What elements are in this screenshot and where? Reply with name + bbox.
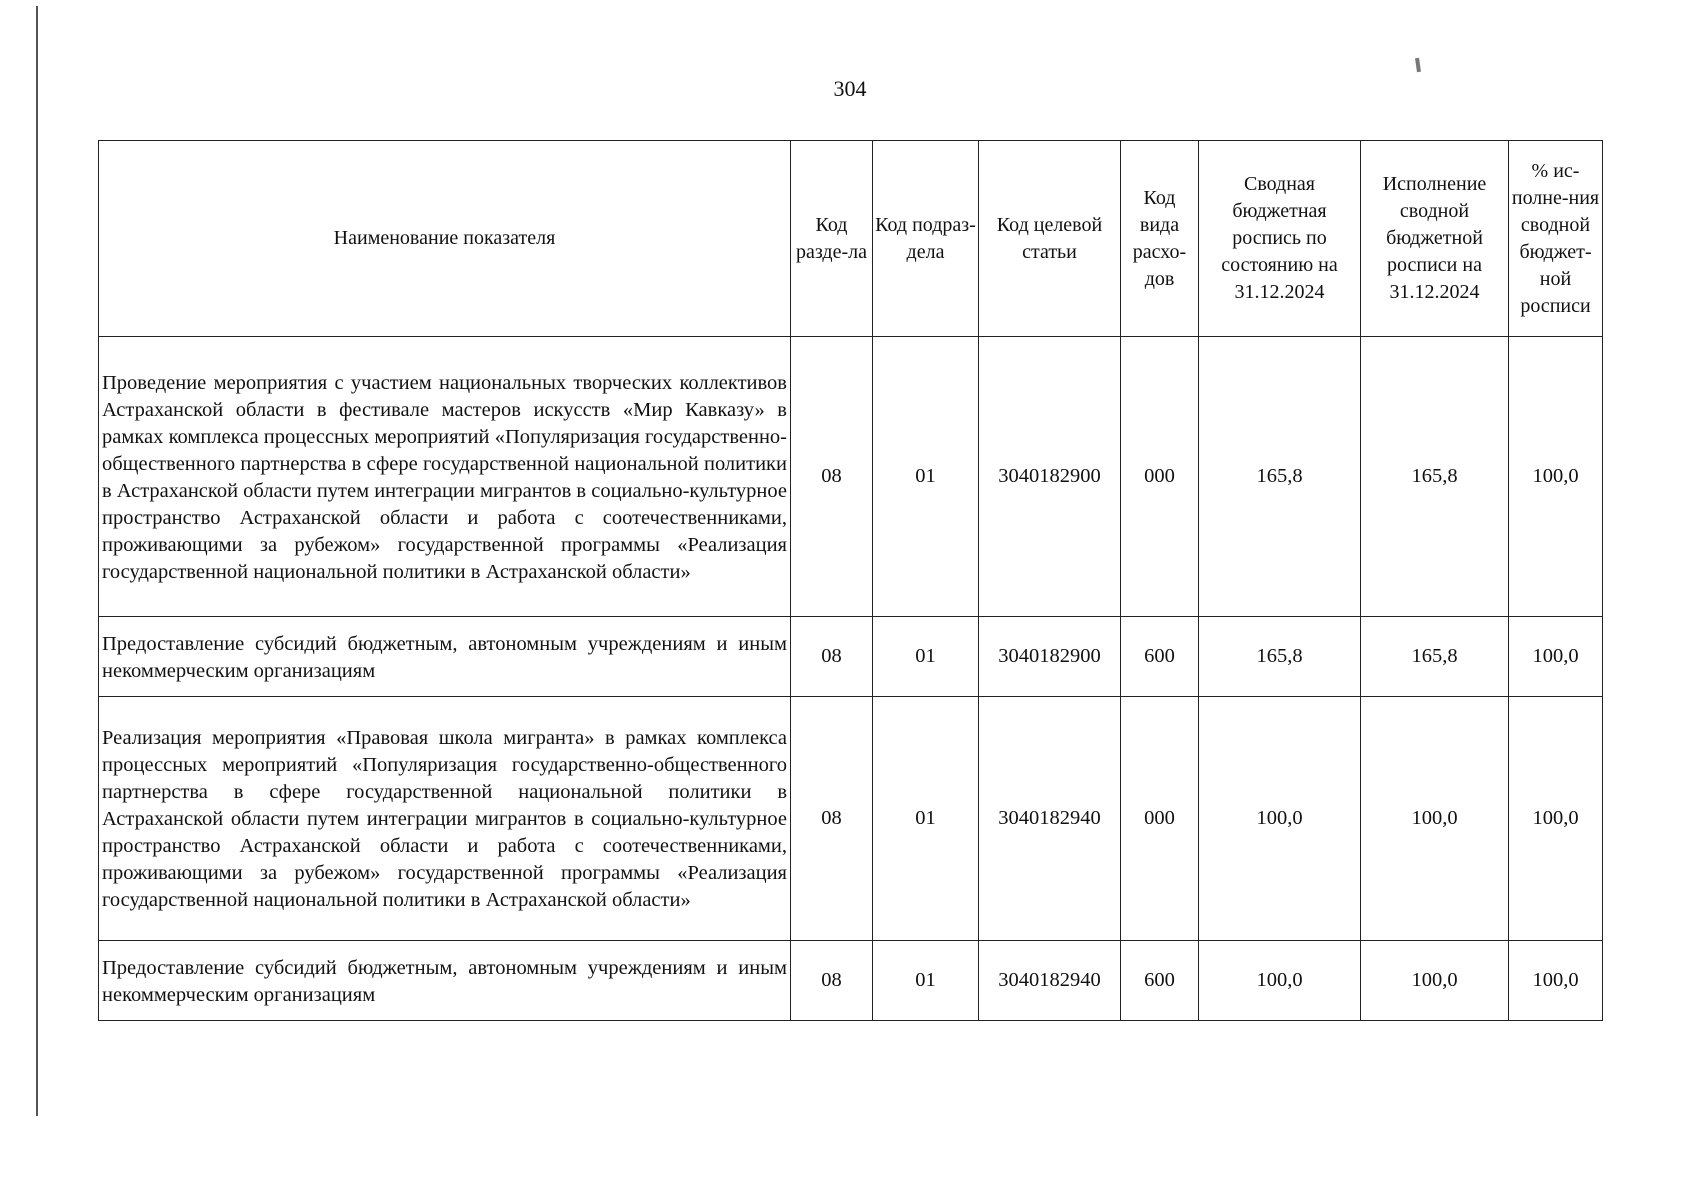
row-subsection-code: 01 [873, 337, 979, 617]
row-budget-plan: 100,0 [1199, 941, 1361, 1021]
row-expense-type-code: 600 [1121, 617, 1199, 697]
table-row [99, 941, 1603, 1021]
table-row [99, 617, 1603, 697]
row-target-code: 3040182900 [979, 337, 1121, 617]
header-section-code: Код разде-ла [791, 141, 873, 337]
row-budget-plan: 165,8 [1199, 337, 1361, 617]
row-expense-type-code: 000 [1121, 337, 1199, 617]
row-target-code: 3040182940 [979, 697, 1121, 941]
row-name: Проведение мероприятия с участием национальных творческих коллективов Астраханской области в фестивале мастеров искусств «Мир Кавказу» в рамках комплекса процессных мероприятий «Популяризация государственно-общественного партнерства в сфере государственной национальной политики в Астраханской области путем интеграции мигрантов в социально-культурное пространство Астраханской области и работа с соотечественниками, проживающими за рубежом» государственной программы «Реализация государственной национальной политики в Астраханской области» [99, 337, 791, 617]
header-row [99, 141, 1603, 337]
table-row [99, 337, 1603, 617]
header-execution-percent: % ис-полне-ния сводной бюджет-ной росписи [1509, 141, 1603, 337]
row-name: Предоставление субсидий бюджетным, автономным учреждениям и иным некоммерческим организациям [99, 617, 791, 697]
row-budget-plan: 100,0 [1199, 697, 1361, 941]
header-budget-plan: Сводная бюджетная роспись по состоянию на 31.12.2024 [1199, 141, 1361, 337]
row-expense-type-code: 000 [1121, 697, 1199, 941]
row-expense-type-code: 600 [1121, 941, 1199, 1021]
header-expense-type-code: Код вида расхо-дов [1121, 141, 1199, 337]
row-target-code: 3040182900 [979, 617, 1121, 697]
row-subsection-code: 01 [873, 941, 979, 1021]
row-execution-percent: 100,0 [1509, 337, 1603, 617]
row-section-code: 08 [791, 941, 873, 1021]
header-subsection-code: Код подраз-дела [873, 141, 979, 337]
row-section-code: 08 [791, 697, 873, 941]
row-section-code: 08 [791, 617, 873, 697]
page-number: 304 [833, 76, 867, 101]
row-execution-percent: 100,0 [1509, 697, 1603, 941]
row-budget-plan: 165,8 [1199, 617, 1361, 697]
table-row [99, 697, 1603, 941]
row-budget-execution: 100,0 [1361, 941, 1509, 1021]
row-execution-percent: 100,0 [1509, 617, 1603, 697]
header-target-code: Код целевой статьи [979, 141, 1121, 337]
row-subsection-code: 01 [873, 617, 979, 697]
header-budget-execution: Исполнение сводной бюджетной росписи на 31.12.2024 [1361, 141, 1509, 337]
row-target-code: 3040182940 [979, 941, 1121, 1021]
row-section-code: 08 [791, 337, 873, 617]
row-execution-percent: 100,0 [1509, 941, 1603, 1021]
budget-table [98, 140, 1603, 1021]
scan-edge-line [36, 6, 38, 1116]
scan-mark [1415, 58, 1421, 72]
row-budget-execution: 165,8 [1361, 337, 1509, 617]
row-budget-execution: 100,0 [1361, 697, 1509, 941]
header-name: Наименование показателя [99, 141, 791, 337]
row-subsection-code: 01 [873, 697, 979, 941]
row-budget-execution: 165,8 [1361, 617, 1509, 697]
row-name: Реализация мероприятия «Правовая школа мигранта» в рамках комплекса процессных мероприятий «Популяризация государственно-общественного партнерства в сфере государственной национальной политики в Астраханской области путем интеграции мигрантов в социально-культурное пространство Астраханской области и работа с соотечественниками, проживающими за рубежом» государственной программы «Реализация государственной национальной политики в Астраханской области» [99, 697, 791, 941]
row-name: Предоставление субсидий бюджетным, автономным учреждениям и иным некоммерческим организациям [99, 941, 791, 1021]
